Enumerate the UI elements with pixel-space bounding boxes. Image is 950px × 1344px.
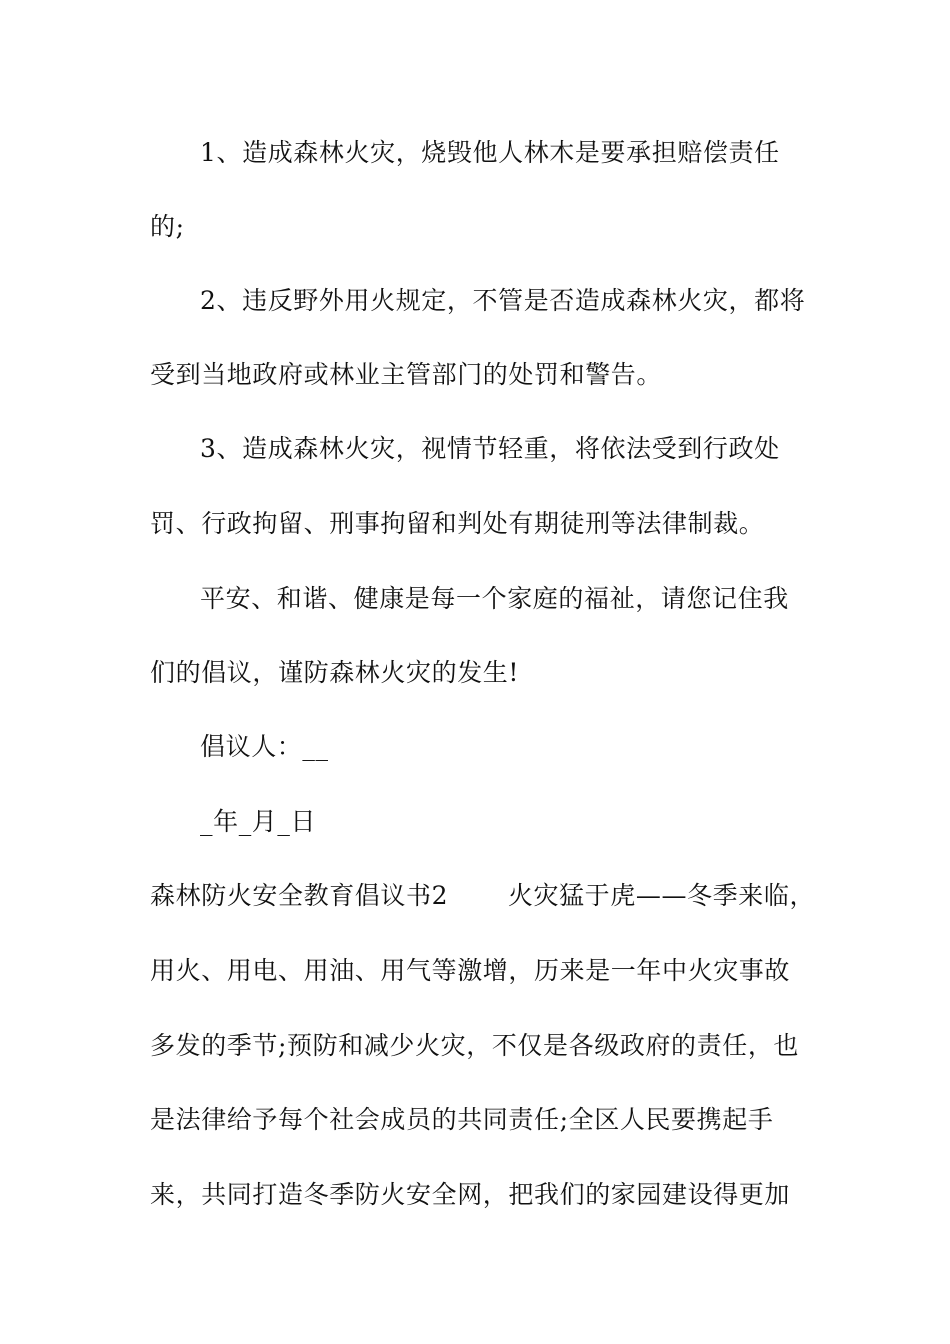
paragraph-line: 来，共同打造冬季防火安全网，把我们的家园建设得更加 [150, 1180, 791, 1209]
date-line: _年_月_日 [200, 807, 317, 836]
paragraph-line: 2、违反野外用火规定，不管是否造成森林火灾，都将 [200, 286, 806, 315]
section-heading-line: 森林防火安全教育倡议书2 火灾猛于虎——冬季来临， [150, 881, 816, 910]
paragraph-line: 用火、用电、用油、用气等激增，历来是一年中火灾事故 [150, 956, 791, 985]
paragraph-line: 1、造成森林火灾，烧毁他人林木是要承担赔偿责任 [200, 138, 780, 167]
paragraph-line: 平安、和谐、健康是每一个家庭的福祉，请您记住我 [200, 584, 789, 613]
paragraph-line: 罚、行政拘留、刑事拘留和判处有期徒刑等法律制裁。 [150, 509, 765, 538]
paragraph-line: 多发的季节;预防和减少火灾，不仅是各级政府的责任，也 [150, 1031, 800, 1060]
paragraph-line: 的; [150, 212, 185, 241]
paragraph-line: 受到当地政府或林业主管部门的处罚和警告。 [150, 360, 663, 389]
paragraph-line: 是法律给予每个社会成员的共同责任;全区人民要携起手 [150, 1105, 774, 1134]
paragraph-line: 3、造成森林火灾，视情节轻重，将依法受到行政处 [200, 434, 780, 463]
proposer-line: 倡议人：__ [200, 732, 329, 761]
paragraph-line: 们的倡议，谨防森林火灾的发生! [150, 658, 520, 687]
